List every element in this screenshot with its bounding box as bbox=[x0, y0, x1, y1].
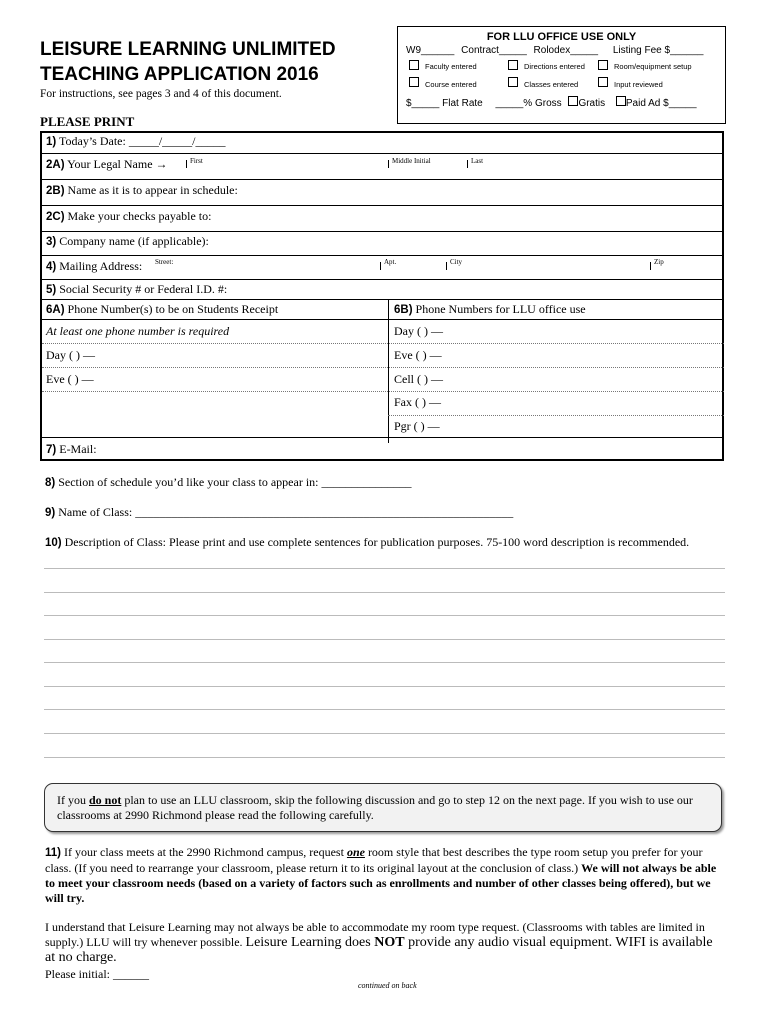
description-line[interactable] bbox=[44, 592, 725, 593]
rolodex-field[interactable]: Rolodex_____ bbox=[533, 45, 599, 56]
title-line-2: TEACHING APPLICATION 2016 bbox=[40, 64, 319, 85]
please-print-heading: PLEASE PRINT bbox=[40, 114, 135, 129]
room-request-instructions: 11) If your class meets at the 2990 Richmond campus, request one room style that best describes the type room setup you prefer for your class. (If you need to rearrange your classroom, please return it to its original layout at the conclusion of class.) We will not always be able to meet your classroom needs (based on a variety of factors such as enrollments and number of other classes being offered), but we will try. bbox=[45, 845, 717, 905]
classes-entered-label: Classes entered bbox=[524, 80, 579, 89]
directions-entered-label: Directions entered bbox=[524, 62, 585, 71]
office-phone-heading: 6B) Phone Numbers for LLU office use bbox=[394, 302, 586, 316]
legal-name-label: 2A) Your Legal Name → bbox=[46, 157, 168, 171]
student-phone-heading: 6A) Phone Number(s) to be on Students Receipt bbox=[46, 302, 279, 316]
description-line[interactable] bbox=[44, 662, 725, 663]
applicant-info-form bbox=[40, 131, 724, 461]
office-row-4 bbox=[406, 96, 697, 109]
contract-field[interactable]: Contract_____ bbox=[461, 45, 527, 56]
faculty-entered-checkbox[interactable] bbox=[409, 60, 419, 70]
checks-payable-field[interactable]: 2C) Make your checks payable to: bbox=[46, 209, 212, 223]
office-cell-phone-field[interactable]: Cell ( ) — bbox=[394, 372, 443, 386]
w9-field[interactable]: W9______ bbox=[406, 45, 455, 56]
gratis-checkbox[interactable] bbox=[568, 96, 578, 106]
office-pager-field[interactable]: Pgr ( ) — bbox=[394, 419, 440, 433]
classroom-notice-text: If you do not plan to use an LLU classroom, skip the following discussion and go to step 12 on the next page. If you wish to use our classrooms at 2990 Richmond please read the following carefully. bbox=[57, 793, 693, 822]
first-name-field[interactable]: First bbox=[190, 157, 203, 165]
office-use-box bbox=[397, 26, 726, 124]
todays-date-field[interactable]: 1) Today’s Date: _____/_____/_____ bbox=[46, 134, 226, 148]
instructions-note: For instructions, see pages 3 and 4 of this document. bbox=[40, 88, 282, 100]
description-line[interactable] bbox=[44, 639, 725, 640]
zip-field[interactable]: Zip bbox=[654, 258, 664, 266]
classroom-notice-box bbox=[44, 783, 722, 832]
description-line[interactable] bbox=[44, 615, 725, 616]
middle-initial-field[interactable]: Middle Initial bbox=[392, 157, 431, 165]
gratis-label: Gratis bbox=[578, 98, 606, 109]
room-setup-label: Room/equipment setup bbox=[614, 62, 692, 71]
title-line-1: LEISURE LEARNING UNLIMITED bbox=[40, 39, 336, 60]
office-use-title: FOR LLU OFFICE USE ONLY bbox=[486, 31, 637, 43]
listing-fee-field[interactable]: Listing Fee $______ bbox=[612, 45, 704, 56]
initial-field[interactable]: Please initial: ______ bbox=[45, 967, 149, 981]
office-row-1 bbox=[406, 45, 707, 56]
schedule-section-field[interactable]: 8) Section of schedule you’d like your class to appear in: _______________ bbox=[45, 475, 412, 489]
phone-required-note: At least one phone number is required bbox=[46, 324, 230, 338]
description-line[interactable] bbox=[44, 568, 725, 569]
class-name-field[interactable]: 9) Name of Class: _______________________________________________________________ bbox=[45, 505, 514, 519]
faculty-entered-label: Faculty entered bbox=[425, 62, 477, 71]
gross-field[interactable]: _____% Gross bbox=[495, 98, 562, 109]
class-description-label: 10) Description of Class: Please print and use complete sentences for publication purposes. 75-100 word description is recommended. bbox=[45, 535, 690, 549]
student-eve-phone-field[interactable]: Eve ( ) — bbox=[46, 372, 94, 386]
last-name-field[interactable]: Last bbox=[471, 157, 484, 165]
directions-entered-checkbox[interactable] bbox=[508, 60, 518, 70]
office-eve-phone-field[interactable]: Eve ( ) — bbox=[394, 348, 442, 362]
input-reviewed-label: Input reviewed bbox=[614, 80, 663, 89]
email-field[interactable]: 7) E-Mail: bbox=[46, 442, 97, 456]
ssn-field[interactable]: 5) Social Security # or Federal I.D. #: bbox=[46, 282, 228, 296]
description-line[interactable] bbox=[44, 757, 725, 758]
description-line[interactable] bbox=[44, 733, 725, 734]
flat-rate-field[interactable]: $_____ Flat Rate bbox=[406, 98, 483, 109]
paid-ad-field[interactable]: Paid Ad $_____ bbox=[625, 98, 697, 109]
paid-ad-checkbox[interactable] bbox=[616, 96, 626, 106]
description-line[interactable] bbox=[44, 709, 725, 710]
mailing-address-label: 4) Mailing Address: bbox=[46, 259, 143, 273]
av-policy-text: I understand that Leisure Learning may not always be able to accommodate my room type request. (Classrooms with tables are limited in supply.) LLU will try whenever possible. Leisure Learning does NOT provide any audio visual equipment. WIFI is available at no charge. bbox=[45, 920, 713, 965]
city-field[interactable]: City bbox=[450, 258, 463, 266]
room-setup-checkbox[interactable] bbox=[598, 60, 608, 70]
student-day-phone-field[interactable]: Day ( ) — bbox=[46, 348, 95, 362]
input-reviewed-checkbox[interactable] bbox=[598, 77, 608, 87]
course-entered-label: Course entered bbox=[425, 80, 477, 89]
street-field[interactable]: Street: bbox=[155, 258, 174, 266]
office-day-phone-field[interactable]: Day ( ) — bbox=[394, 324, 443, 338]
schedule-name-field[interactable]: 2B) Name as it is to appear in schedule: bbox=[46, 183, 238, 197]
company-name-field[interactable]: 3) Company name (if applicable): bbox=[46, 234, 209, 248]
continued-footer: continued on back bbox=[358, 981, 417, 990]
apt-field[interactable]: Apt. bbox=[384, 258, 397, 266]
course-entered-checkbox[interactable] bbox=[409, 77, 419, 87]
classes-entered-checkbox[interactable] bbox=[508, 77, 518, 87]
office-fax-field[interactable]: Fax ( ) — bbox=[394, 395, 441, 409]
description-line[interactable] bbox=[44, 686, 725, 687]
